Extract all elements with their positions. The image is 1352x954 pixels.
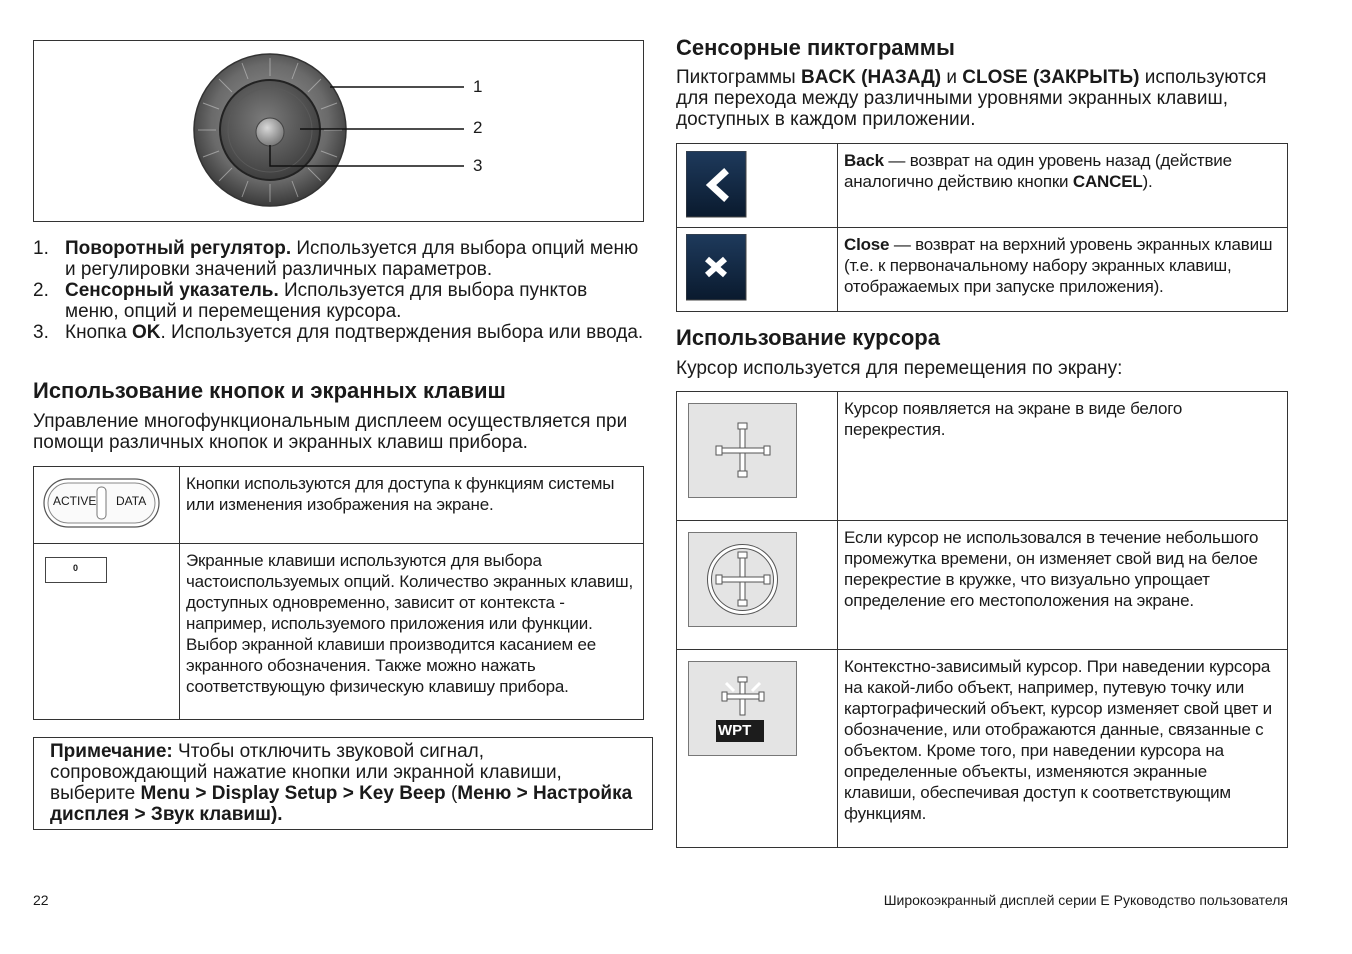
note-label: Примечание: [50, 741, 173, 762]
close-description [838, 228, 1287, 297]
table-row [34, 544, 644, 720]
close-icon-cell [677, 228, 838, 312]
close-term: CLOSE (ЗАКРЫТЬ) [962, 67, 1140, 88]
list-item [33, 280, 644, 322]
callout-1: 1 [473, 77, 483, 96]
list-item-term: OK [132, 322, 161, 343]
touch-icons-title: Сенсорные пиктограммы [676, 35, 955, 60]
back-text-end: ). [1142, 172, 1153, 191]
softkey-icon-label: 0 [73, 563, 79, 573]
buttons-section-intro: Управление многофункциональным дисплеем осуществляется при помощи различных кнопок и экранных клавиш прибора. [33, 411, 628, 453]
table-row [677, 650, 1288, 848]
table-row [677, 521, 1288, 650]
back-term: BACK (НАЗАД) [800, 67, 942, 88]
callout-2: 2 [473, 118, 483, 137]
list-item-term: Поворотный регулятор. [65, 238, 292, 259]
close-label: Close [844, 235, 890, 254]
rotary-control-illustration [34, 41, 643, 221]
cursor-section-intro: Курсор используется для перемещения по экрану: [676, 358, 1123, 379]
cursor-description-2: Если курсор не использовался в течение небольшого промежутка времени, он изменяет свой вид на белое перекрестие в кружке, что визуально упрощает определение его местоположения на экране. [844, 528, 1259, 610]
document-title: Широкоэкранный дисплей серии E Руководство пользователя [883, 892, 1288, 908]
rotary-control-figure [33, 40, 644, 222]
page-number: 22 [33, 892, 49, 908]
buttons-description: Кнопки используются для доступа к функциям системы или изменения изображения на экране. [186, 474, 615, 514]
list-item-number: 1. [33, 238, 49, 259]
active-data-icon-cell [34, 467, 180, 544]
touch-intro-post: используются для перехода между различными уровнями экранных клавиш, доступных в каждом приложении. [676, 67, 1267, 130]
cursor-section-title: Использование курсора [676, 325, 940, 350]
list-item-number: 3. [33, 322, 49, 343]
cursor-description-1: Курсор появляется на экране в виде белого перекрестия. [844, 399, 1183, 439]
crosshair-icon-cell [677, 392, 838, 521]
wpt-label: WPT [718, 722, 752, 739]
control-description-list [33, 238, 644, 343]
circled-crosshair-icon-cell [677, 521, 838, 650]
back-icon-cell [677, 144, 838, 228]
list-item-text: . Используется для подтверждения выбора или ввода. [160, 322, 644, 343]
active-button-label: ACTIVE [53, 494, 97, 508]
note-text: Чтобы отключить звуковой сигнал, сопровождающий нажатие кнопки или экранной клавиши, выберите [50, 741, 562, 804]
softkey-icon [45, 557, 107, 583]
back-icon [686, 151, 748, 219]
list-item-text: Используется для выбора опций меню и регулировки значений различных параметров. [65, 238, 639, 280]
cursor-description-3: Контекстно-зависимый курсор. При наведении курсора на какой-либо объект, например, путевую точку или картографический объект, курсор изменяет свой цвет и обозначение, или отображаются данные, связанные с объектом. Кроме того, при наведении курсора на определенные объекты, изменяются экранные клавиши, обеспечивая доступ к соответствующим функциям. [844, 657, 1272, 823]
cancel-label: CANCEL [1072, 172, 1143, 191]
note-menu-path: Menu > Display Setup > Key Beep [140, 783, 446, 804]
close-text: — возврат на верхний уровень экранных клавиш (т.е. к первоначальному набору экранных клавиш, отображаемых при запуске приложения). [844, 235, 1273, 296]
back-label: Back [844, 151, 884, 170]
list-item-number: 2. [33, 280, 49, 301]
cursor-table [676, 391, 1288, 848]
table-row [34, 467, 644, 544]
data-button-label: DATA [116, 494, 147, 508]
list-item [33, 238, 644, 280]
table-row [677, 228, 1288, 312]
table-row [677, 144, 1288, 228]
list-item-text: Используется для выбора пунктов меню, опций и перемещения курсора. [65, 280, 588, 322]
note-paren: ( [445, 783, 458, 804]
wpt-cursor-icon [688, 661, 798, 757]
callout-3: 3 [473, 156, 483, 175]
softkey-icon-cell [34, 544, 180, 720]
note-menu-path-ru: Меню > Настройка дисплея > Звук клавиш). [50, 783, 633, 825]
softkeys-description: Экранные клавиши используются для выбора частоиспользуемых опций. Количество экранных клавиш, доступных одновременно, зависит от контекста - например, используемого приложения или функции. Выбор экранной клавиши производится касанием ее экранного обозначения. Также можно нажать соответствующую физическую клавишу прибора. [186, 551, 633, 696]
circled-crosshair-cursor-icon [688, 532, 798, 628]
close-icon [686, 234, 748, 302]
buttons-table [33, 466, 644, 720]
wpt-cursor-icon-cell [677, 650, 838, 848]
touch-icons-intro [676, 67, 1288, 130]
touch-intro-pre: Пиктограммы [676, 67, 801, 88]
list-item-term: Сенсорный указатель. [65, 280, 279, 301]
touch-intro-and: и [941, 67, 963, 88]
touch-icons-table [676, 143, 1288, 312]
note-box [33, 737, 653, 830]
crosshair-cursor-icon [688, 403, 798, 499]
list-item-prefix: Кнопка [65, 322, 132, 343]
buttons-section-title: Использование кнопок и экранных клавиш [33, 378, 506, 403]
list-item [33, 322, 644, 343]
table-row [677, 392, 1288, 521]
back-description [838, 144, 1287, 192]
back-text: — возврат на один уровень назад (действие аналогично действию кнопки [844, 151, 1232, 191]
